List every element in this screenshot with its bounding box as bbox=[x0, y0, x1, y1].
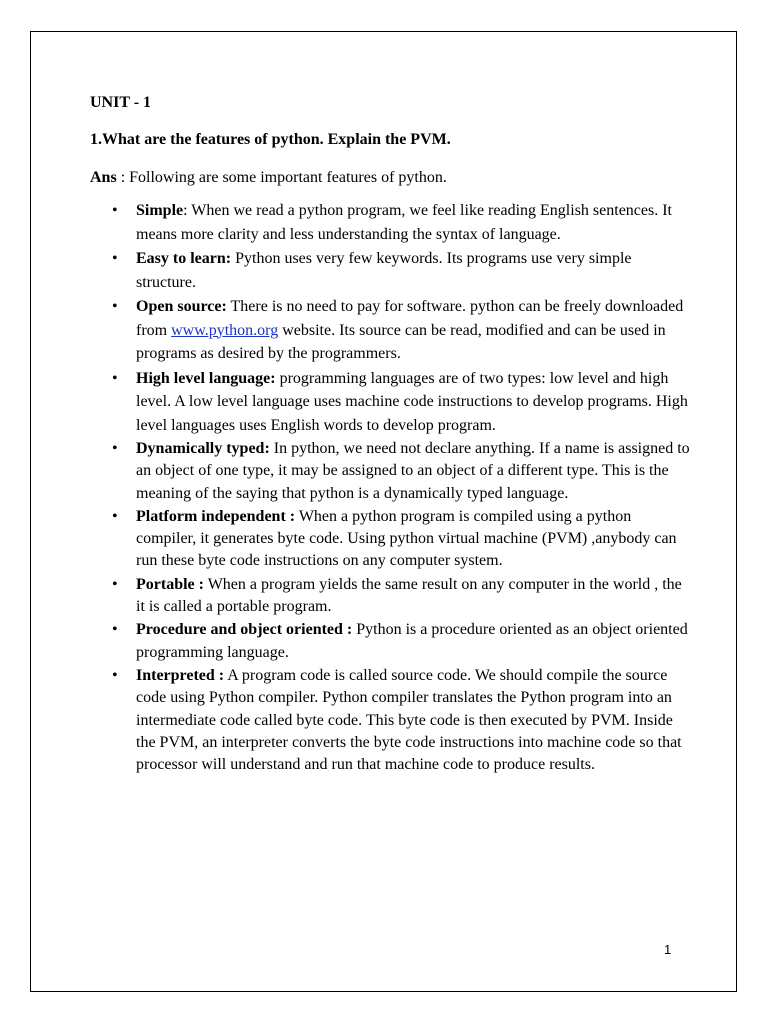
bullet-icon: • bbox=[112, 369, 118, 387]
bullet-icon: • bbox=[112, 575, 118, 593]
page-number: 1 bbox=[664, 942, 672, 957]
feature-term: Dynamically typed: bbox=[136, 440, 270, 457]
list-item bbox=[90, 506, 690, 573]
list-item bbox=[90, 295, 690, 366]
feature-term: Easy to learn: bbox=[136, 250, 232, 267]
unit-heading: UNIT - 1 bbox=[90, 94, 152, 111]
list-item bbox=[90, 367, 690, 438]
feature-text: When a program yields the same result on any computer in the world , the it is called a portable program. bbox=[136, 575, 682, 616]
feature-text: programming languages are of two types: low level and high level. A low level language uses machine code instructions to develop programs. High level languages uses English words to develop program. bbox=[136, 369, 688, 434]
feature-text: website. Its source can be read, modified and can be used in programs as desired by the programmers. bbox=[136, 321, 666, 362]
features-list bbox=[90, 199, 690, 776]
feature-text: Python is a procedure oriented as an object oriented programming language. bbox=[136, 621, 688, 661]
answer-label: Ans bbox=[90, 169, 117, 186]
answer-intro bbox=[90, 167, 690, 189]
feature-text: A program code is called source code. We should compile the source code using Python compiler. Python compiler translates the Python program into an intermediate code called byte code. This byte code is then executed by PVM. Inside the PVM, an interpreter converts the byte code instructions into machine code so that processor will understand and run that machine code to produce results. bbox=[136, 666, 682, 774]
feature-text: When a python program is compiled using a python compiler, it generates byte code. Using python virtual machine (PVM) ,anybody can run these byte code instructions on any computer system. bbox=[136, 507, 677, 570]
list-item bbox=[90, 619, 690, 664]
feature-term: Interpreted : bbox=[136, 666, 225, 684]
document-body bbox=[90, 92, 690, 777]
python-org-link[interactable]: www.python.org bbox=[171, 321, 279, 339]
bullet-icon: • bbox=[112, 250, 118, 267]
feature-term: Simple bbox=[136, 202, 184, 219]
bullet-icon: • bbox=[112, 621, 118, 639]
feature-term: Procedure and object oriented : bbox=[136, 621, 353, 639]
list-item bbox=[90, 199, 690, 246]
feature-text: : When we read a python program, we feel like reading English sentences. It means more clarity and less understanding the syntax of language. bbox=[136, 202, 672, 243]
bullet-icon: • bbox=[112, 666, 118, 684]
list-item bbox=[90, 247, 690, 294]
bullet-icon: • bbox=[112, 202, 118, 219]
list-item bbox=[90, 574, 690, 619]
feature-text: In python, we need not declare anything. If a name is assigned to an object of one type, it may be assigned to an object of a different type. This is the meaning of the saying that python is a dynamically typed language. bbox=[136, 440, 690, 502]
bullet-icon: • bbox=[112, 440, 118, 457]
feature-term: Open source: bbox=[136, 298, 227, 315]
bullet-icon: • bbox=[112, 507, 118, 525]
bullet-icon: • bbox=[112, 298, 118, 315]
feature-term: Portable : bbox=[136, 575, 204, 593]
list-item bbox=[90, 665, 690, 776]
answer-intro-text: : Following are some important features of python. bbox=[116, 169, 447, 186]
list-item bbox=[90, 438, 690, 505]
feature-term: Platform independent : bbox=[136, 507, 296, 525]
question-heading: 1.What are the features of python. Explain the PVM. bbox=[90, 131, 451, 148]
feature-text: Python uses very few keywords. Its programs use very simple structure. bbox=[136, 250, 632, 291]
feature-text: There is no need to pay for software. python can be freely downloaded from bbox=[136, 298, 684, 339]
feature-term: High level language: bbox=[136, 369, 276, 387]
